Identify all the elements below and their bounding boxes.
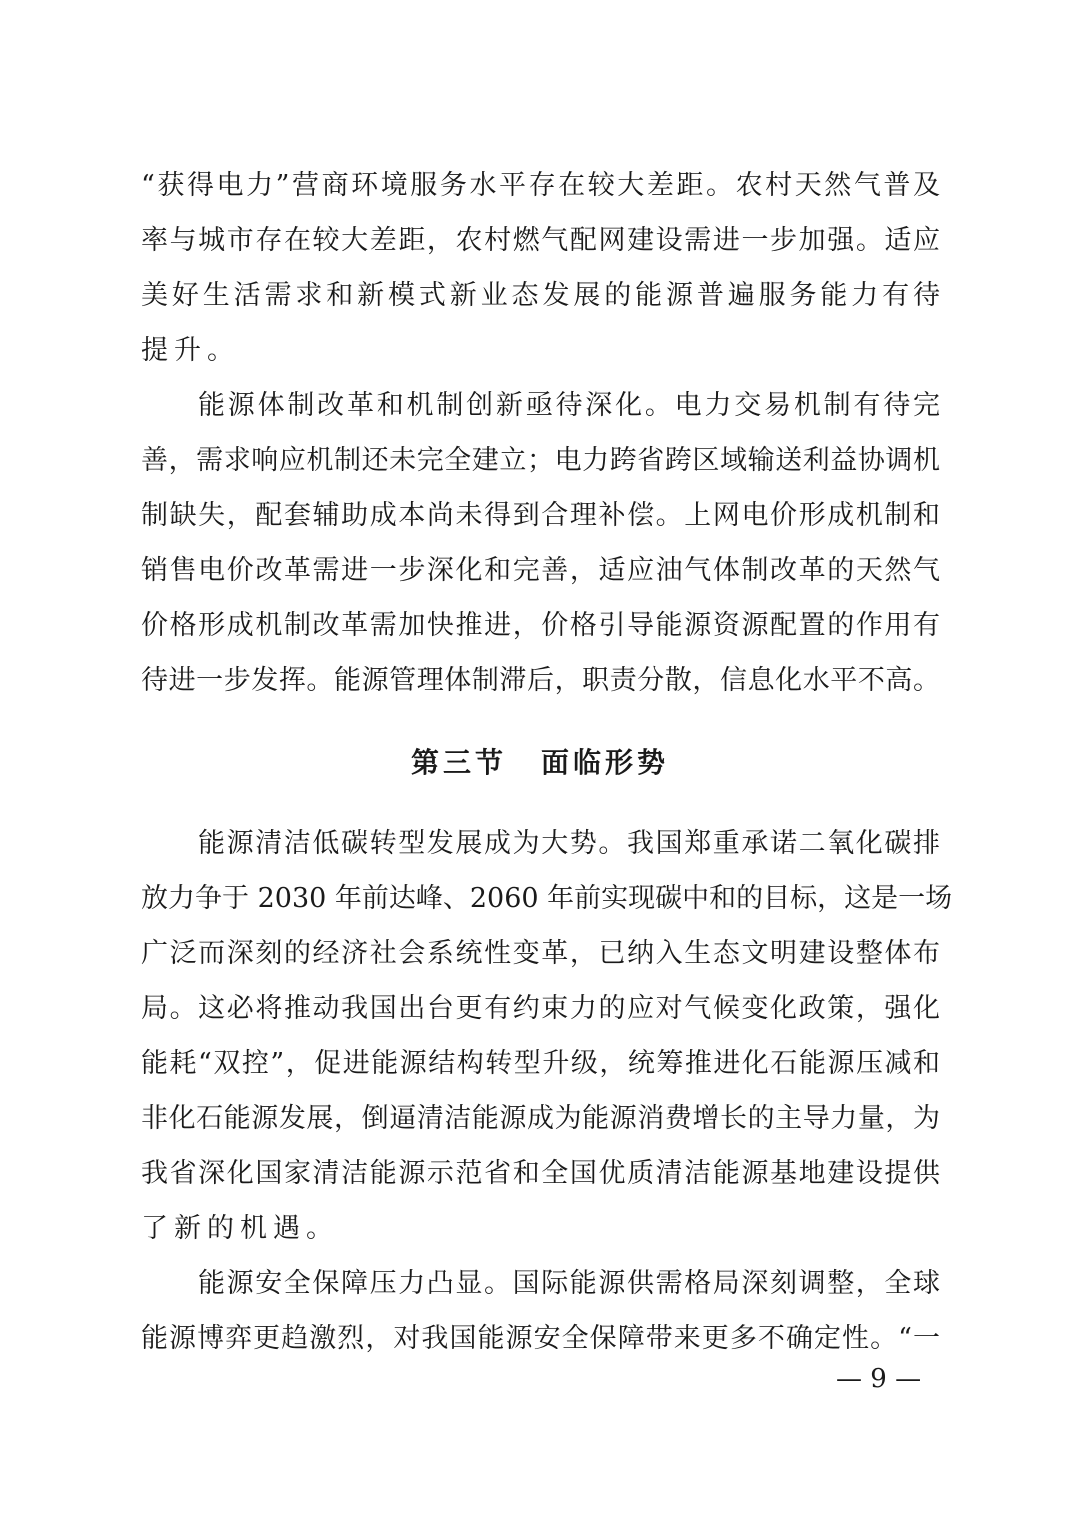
section-number: 第三节 [410, 746, 507, 779]
body-text-line: “获得电力”营商环境服务水平存在较大差距。农村天然气普及 [141, 170, 940, 201]
body-text-line: 美好生活需求和新模式新业态发展的能源普遍服务能力有待 [141, 280, 940, 311]
body-text-line: 率与城市存在较大差距，农村燃气配网建设需进一步加强。适应 [141, 225, 940, 256]
body-text-line: 局。这必将推动我国出台更有约束力的应对气候变化政策，强化 [141, 993, 940, 1024]
body-text-line: 了新的机遇。 [141, 1213, 339, 1244]
body-text-line: 销售电价改革需进一步深化和完善，适应油气体制改革的天然气 [141, 555, 940, 586]
body-text-line: 放力争于 2030 年前达峰、2060 年前实现碳中和的目标，这是一场 [141, 883, 953, 914]
section-heading [0, 743, 1080, 783]
body-text-line: 能源体制改革和机制创新亟待深化。电力交易机制有待完 [198, 390, 940, 421]
body-text-line: 待进一步发挥。能源管理体制滞后，职责分散，信息化水平不高。 [141, 665, 940, 696]
body-text-line: 广泛而深刻的经济社会系统性变革，已纳入生态文明建设整体布 [141, 938, 940, 969]
body-text-line: 制缺失，配套辅助成本尚未得到合理补偿。上网电价形成机制和 [141, 500, 940, 531]
body-text-line: 能耗“双控”，促进能源结构转型升级，统筹推进化石能源压减和 [141, 1048, 940, 1079]
body-text-line: 提升。 [141, 335, 240, 366]
body-text-line: 善，需求响应机制还未完全建立；电力跨省跨区域输送利益协调机 [141, 445, 940, 476]
section-title: 面临形势 [541, 746, 670, 779]
body-text-line: 我省深化国家清洁能源示范省和全国优质清洁能源基地建设提供 [141, 1158, 940, 1189]
body-text-line: 价格形成机制改革需加快推进，价格引导能源资源配置的作用有 [141, 610, 940, 641]
body-text-line: 能源清洁低碳转型发展成为大势。我国郑重承诺二氧化碳排 [198, 828, 940, 859]
page-number: — 9 — [836, 1364, 922, 1394]
body-text-line: 能源博弈更趋激烈，对我国能源安全保障带来更多不确定性。“一 [141, 1323, 940, 1354]
body-text-line: 能源安全保障压力凸显。国际能源供需格局深刻调整，全球 [198, 1268, 940, 1299]
body-text-line: 非化石能源发展，倒逼清洁能源成为能源消费增长的主导力量，为 [141, 1103, 940, 1134]
